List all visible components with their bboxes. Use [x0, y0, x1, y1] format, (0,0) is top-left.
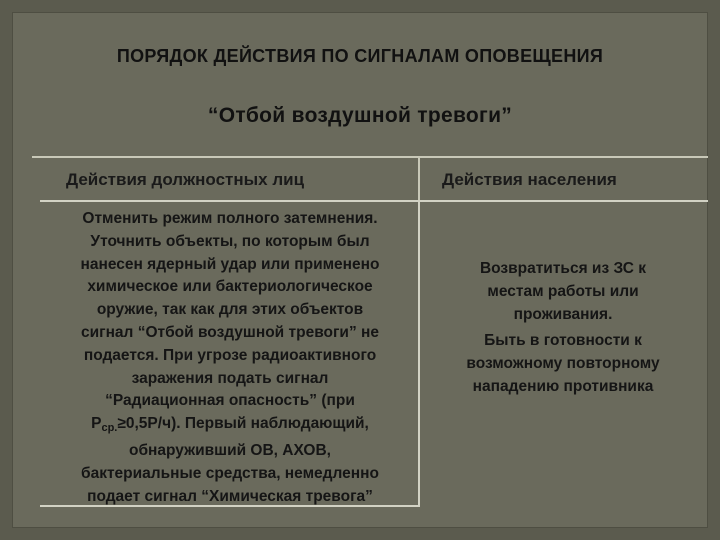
- officials-line: “Радиационная опасность” (при: [105, 392, 355, 410]
- population-line: местам работы или: [487, 282, 639, 300]
- officials-line: бактериальные средства, немедленно: [81, 464, 379, 482]
- officials-line: оружие, так как для этих объектов: [96, 301, 364, 319]
- header-column-divider: [418, 156, 420, 200]
- officials-line: сигнал “Отбой воздушной тревоги” не: [80, 323, 380, 341]
- population-action-readiness: [428, 330, 698, 398]
- population-line: нападению противника: [472, 377, 654, 395]
- officials-line: Уточнить объекты, по которым был: [90, 232, 370, 250]
- table-column-divider: [418, 200, 420, 506]
- officials-line-dose: [42, 413, 418, 440]
- dose-subscript: ср.: [101, 422, 118, 435]
- page-subtitle: “Отбой воздушной тревоги”: [207, 104, 513, 127]
- officials-line: заражения подать сигнал: [131, 369, 329, 387]
- dose-symbol: Р: [91, 415, 102, 433]
- officials-line: подается. При угрозе радиоактивного: [83, 346, 377, 364]
- population-line: проживания.: [513, 305, 613, 323]
- column-header-population: Действия населения: [442, 170, 617, 189]
- column-header-officials: Действия должностных лиц: [66, 170, 305, 189]
- table-top-rule: [32, 156, 708, 158]
- officials-line: подает сигнал “Химическая тревога”: [87, 487, 373, 505]
- population-line: возможному повторному: [466, 354, 660, 372]
- table-header-rule: [40, 200, 708, 202]
- officials-line: Отменить режим полного затемнения.: [82, 210, 378, 227]
- officials-line: обнаруживший ОВ, АХОВ,: [129, 441, 331, 459]
- population-action-return: [428, 258, 698, 326]
- population-line: Быть в готовности к: [484, 332, 642, 349]
- officials-line: нанесен ядерный удар или применено: [80, 255, 380, 273]
- page-title: ПОРЯДОК ДЕЙСТВИЯ ПО СИГНАЛАМ ОПОВЕЩЕНИЯ: [116, 46, 604, 66]
- dose-rest: ≥0,5Р/ч). Первый наблюдающий,: [117, 415, 369, 433]
- officials-actions-text: [42, 208, 418, 508]
- officials-line: химическое или бактериологическое: [87, 278, 373, 296]
- population-line: Возвратиться из ЗС к: [479, 260, 647, 277]
